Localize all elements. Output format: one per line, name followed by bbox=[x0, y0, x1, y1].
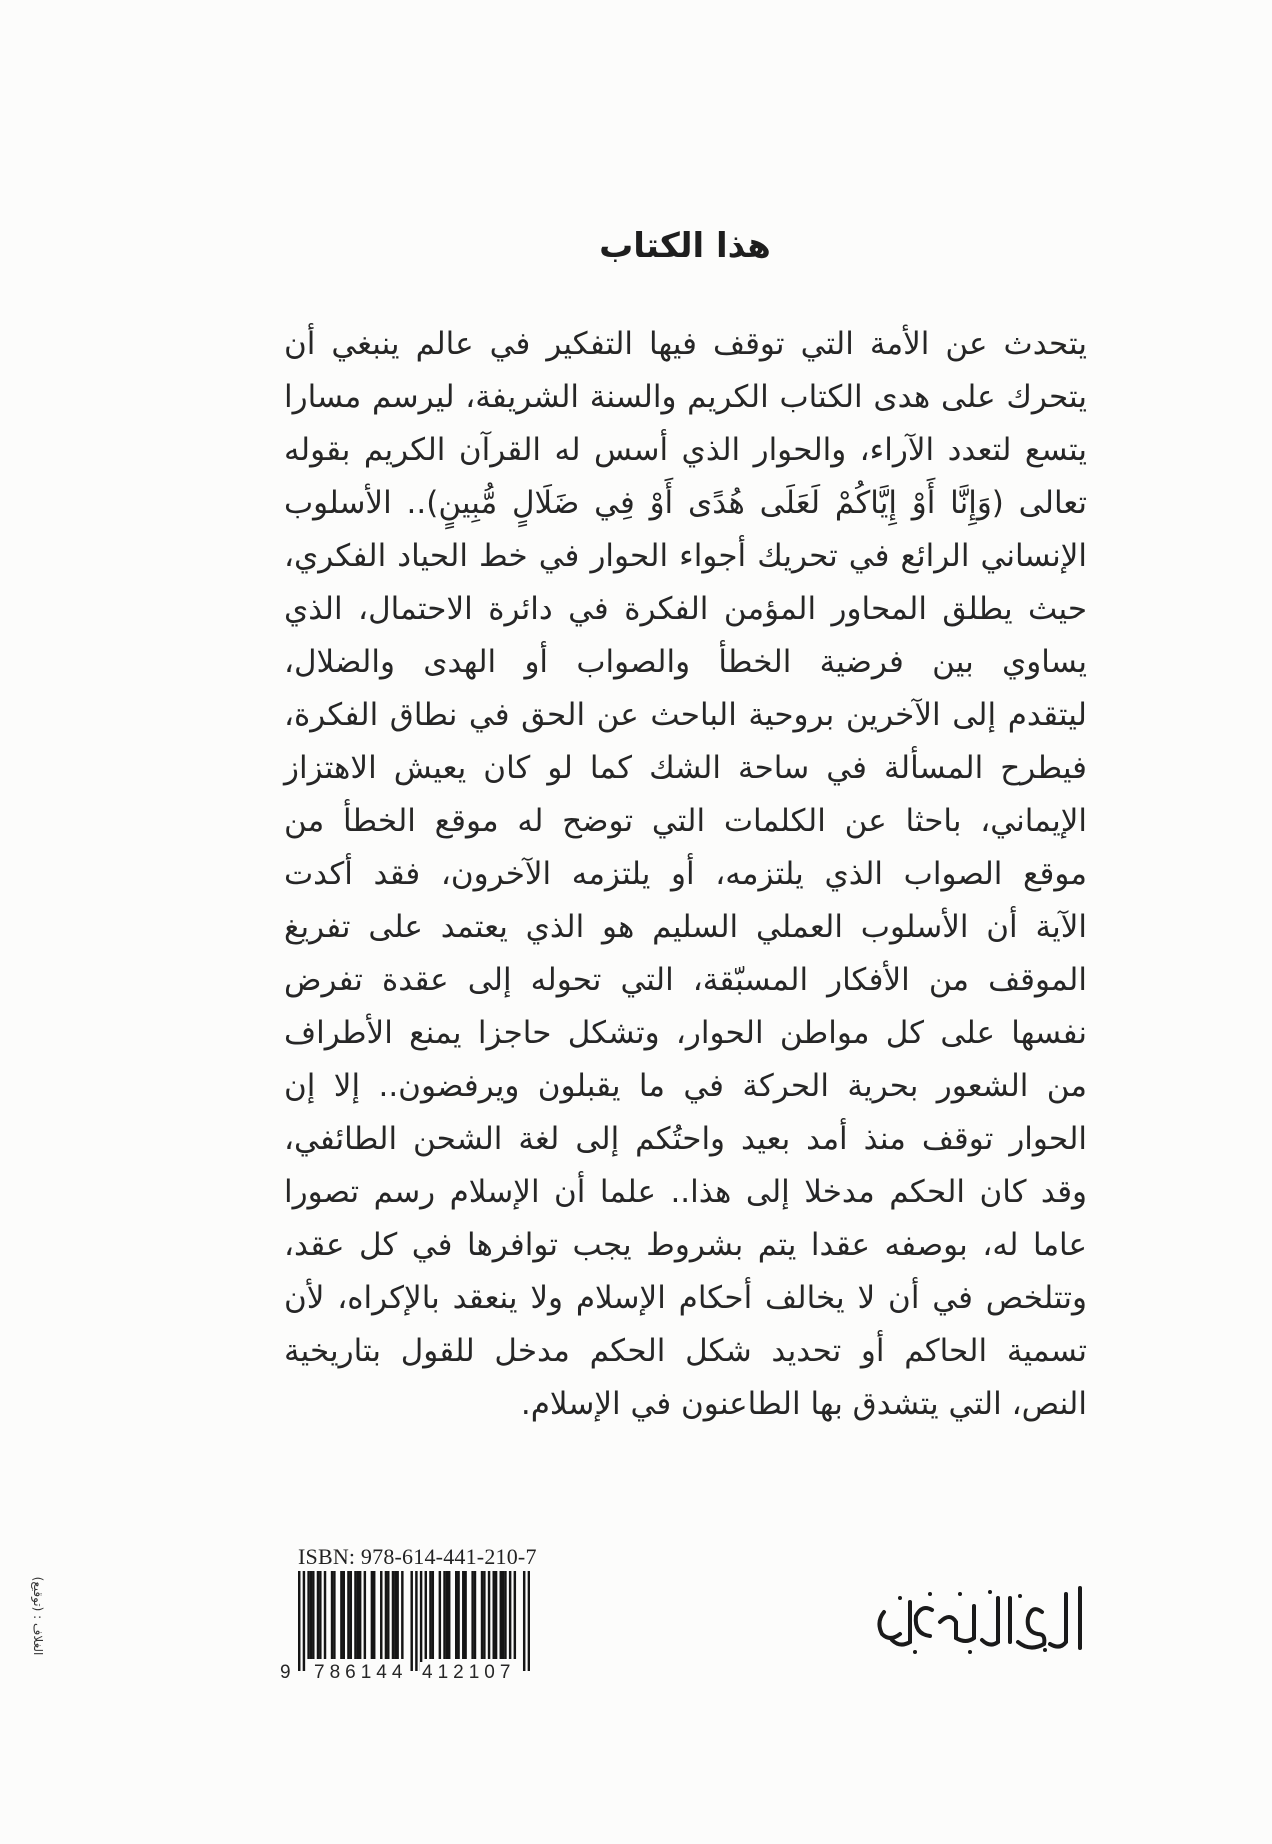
barcode-bar bbox=[340, 1571, 342, 1659]
barcode-bar bbox=[504, 1571, 506, 1659]
barcode-bar bbox=[357, 1571, 359, 1659]
barcode-bar bbox=[502, 1571, 504, 1659]
barcode-bar bbox=[514, 1571, 516, 1659]
blurb-line: الإنساني الرائع في تحريك أجواء الحوار في خط الحياد الفكري، bbox=[284, 538, 1087, 574]
barcode-bar bbox=[410, 1571, 412, 1671]
blurb-text bbox=[284, 318, 1087, 1431]
barcode-bar bbox=[364, 1571, 366, 1659]
barcode-bar bbox=[385, 1571, 387, 1659]
barcode-bar bbox=[392, 1571, 394, 1659]
barcode-bar bbox=[317, 1571, 319, 1659]
cover-credit-text: الغلاف : (توقيع) bbox=[31, 1576, 45, 1656]
blurb-line: يتسع لتعدد الآراء، والحوار الذي أسس له القرآن الكريم بقوله bbox=[284, 432, 1087, 468]
barcode-bar bbox=[429, 1571, 431, 1659]
barcode-digits-right: 412107 bbox=[422, 1662, 516, 1683]
barcode-bar bbox=[483, 1571, 485, 1659]
barcode-digits-left: 786144 bbox=[314, 1662, 408, 1683]
barcode-bar bbox=[443, 1571, 445, 1659]
blurb-line: يساوي بين فرضية الخطأ والصواب أو الهدى والضلال، bbox=[284, 644, 1087, 680]
barcode-bar bbox=[448, 1571, 450, 1659]
barcode-bar bbox=[303, 1571, 305, 1671]
barcode-bar bbox=[528, 1571, 530, 1671]
barcode-bar bbox=[359, 1571, 361, 1659]
barcode-bar bbox=[464, 1571, 466, 1659]
blurb-line: ليتقدم إلى الآخرين بروحية الباحث عن الحق في نطاق الفكرة، bbox=[284, 697, 1087, 733]
blurb-line: فيطرح المسألة في ساحة الشك كما لو كان يعيش الاهتزاز bbox=[284, 750, 1087, 786]
barcode-bar bbox=[331, 1571, 333, 1659]
barcode-bar bbox=[432, 1571, 434, 1659]
barcode-bar bbox=[455, 1571, 457, 1659]
barcode-bar bbox=[394, 1571, 396, 1659]
barcode-bar bbox=[425, 1571, 427, 1659]
barcode-bar bbox=[347, 1571, 349, 1659]
barcode-bar bbox=[307, 1571, 309, 1659]
blurb-line: تعالى (وَإِنَّا أَوْ إِيَّاكُمْ لَعَلَى هُدًى أَوْ فِي ضَلَالٍ مُّبِينٍ).. الأسلوب bbox=[284, 485, 1087, 521]
barcode-bar bbox=[500, 1571, 502, 1659]
barcode-bar bbox=[343, 1571, 345, 1659]
blurb-line: عاما له، بوصفه عقدا يتم بشروط يجب توافرها في كل عقد، bbox=[284, 1227, 1087, 1263]
barcode-bar bbox=[439, 1571, 441, 1659]
barcode-bar bbox=[457, 1571, 459, 1659]
barcode-bar bbox=[354, 1571, 356, 1659]
barcode-bar bbox=[371, 1571, 373, 1659]
barcode-bar bbox=[509, 1571, 511, 1659]
barcode-bar bbox=[488, 1571, 490, 1659]
barcode-bar bbox=[420, 1571, 422, 1671]
blurb-line: من الشعور بحرية الحركة في ما يقبلون ويرفضون.. إلا إن bbox=[284, 1068, 1087, 1104]
barcode-bar bbox=[310, 1571, 312, 1659]
barcode-digit-first: 9 bbox=[280, 1662, 291, 1683]
blurb-line: يتحرك على هدى الكتاب الكريم والسنة الشريفة، ليرسم مسارا bbox=[284, 379, 1087, 415]
barcode-bar bbox=[462, 1571, 464, 1659]
barcode-bar bbox=[319, 1571, 321, 1659]
barcode-bar bbox=[401, 1571, 403, 1659]
barcode-bar bbox=[446, 1571, 448, 1659]
blurb-line: موقع الصواب الذي يلتزمه، أو يلتزمه الآخرون، فقد أكدت bbox=[284, 856, 1087, 892]
barcode-bar bbox=[396, 1571, 398, 1659]
blurb-line: تسمية الحاكم أو تحديد شكل الحكم مدخل للقول بتاريخية bbox=[284, 1333, 1087, 1369]
blurb-line: حيث يطلق المحاور المؤمن الفكرة في دائرة الاحتمال، الذي bbox=[284, 591, 1087, 627]
back-cover-title: هذا الكتاب bbox=[599, 226, 771, 266]
blurb-line: نفسها على كل مواطن الحوار، وتشكل حاجزا يمنع الأطراف bbox=[284, 1015, 1087, 1051]
blurb-line: الحوار توقف منذ أمد بعيد واحتُكم إلى لغة الشحن الطائفي، bbox=[284, 1121, 1087, 1157]
barcode bbox=[298, 1571, 530, 1671]
barcode-bar bbox=[312, 1571, 314, 1659]
barcode-bar bbox=[387, 1571, 389, 1659]
barcode-bar bbox=[350, 1571, 352, 1659]
barcode-bar bbox=[380, 1571, 382, 1659]
blurb-line: يتحدث عن الأمة التي توقف فيها التفكير في عالم ينبغي أن bbox=[284, 326, 1087, 362]
blurb-line: الآية أن الأسلوب العملي السليم هو الذي يعتمد على تفريغ bbox=[284, 909, 1087, 945]
cover-designer-credit bbox=[18, 1566, 58, 1666]
barcode-bar bbox=[324, 1571, 326, 1659]
barcode-bar bbox=[495, 1571, 497, 1659]
barcode-bar bbox=[298, 1571, 300, 1671]
publisher-logo bbox=[870, 1582, 1092, 1656]
blurb-line: الموقف من الأفكار المسبّقة، التي تحوله إلى عقدة تفرض bbox=[284, 962, 1087, 998]
barcode-bar bbox=[471, 1571, 473, 1659]
isbn-label: ISBN: 978-614-441-210-7 bbox=[298, 1544, 537, 1569]
barcode-bar bbox=[474, 1571, 476, 1659]
barcode-bar bbox=[373, 1571, 375, 1659]
barcode-bar bbox=[493, 1571, 495, 1659]
barcode-bar bbox=[523, 1571, 525, 1671]
blurb-line: وتتلخص في أن لا يخالف أحكام الإسلام ولا ينعقد بالإكراه، لأن bbox=[284, 1280, 1087, 1316]
barcode-bar bbox=[481, 1571, 483, 1659]
barcode-bar bbox=[415, 1571, 417, 1671]
blurb-line: الإيماني، باحثا عن الكلمات التي توضح له موقع الخطأ من bbox=[284, 803, 1087, 839]
blurb-line: النص، التي يتشدق بها الطاعنون في الإسلام. bbox=[520, 1386, 1087, 1422]
barcode-bar bbox=[333, 1571, 335, 1659]
blurb-line: وقد كان الحكم مدخلا إلى هذا.. علما أن الإسلام رسم تصورا bbox=[284, 1174, 1087, 1210]
